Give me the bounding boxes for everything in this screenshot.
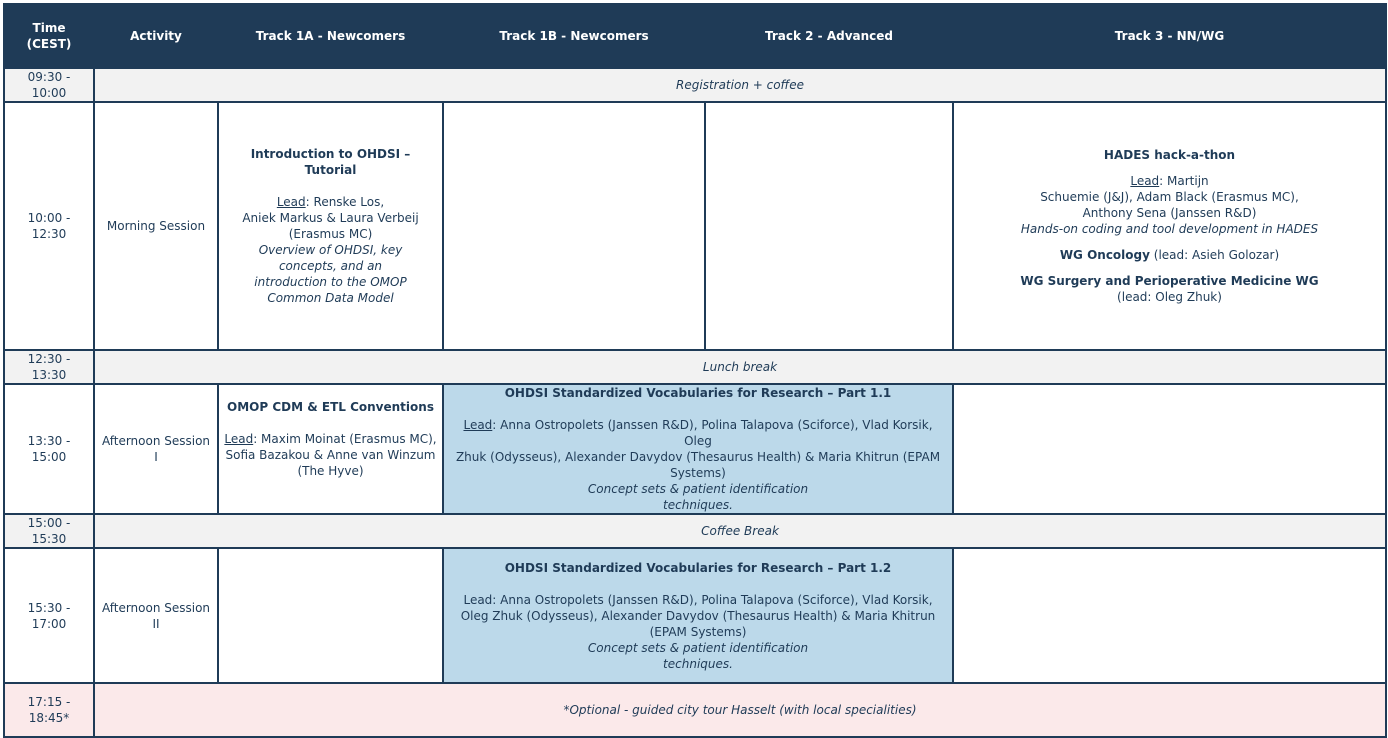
track-3-morning <box>953 102 1386 350</box>
lead-line: Zhuk (Odysseus), Alexander Davydov (Thesaurus Health) & Maria Khitrun (EPAM <box>455 450 941 464</box>
session-title: Introduction to OHDSI – Tutorial <box>250 147 411 177</box>
row-optional-tour <box>4 683 1386 737</box>
session-description: techniques. <box>663 656 733 671</box>
session-description: Hands-on coding and tool development in HADES <box>1020 222 1319 236</box>
row-afternoon-1 <box>4 384 1386 514</box>
coffee-label: Coffee Break <box>94 514 1386 548</box>
lead-line: Lead: Renske Los, <box>276 195 385 209</box>
lead-line: Lead: Anna Ostropolets (Janssen R&D), Polina Talapova (Sciforce), Vlad Korsik, Oleg <box>463 418 933 448</box>
schedule-wrapper <box>3 3 1387 738</box>
session-description: Concept sets & patient identification <box>587 640 809 655</box>
activity-cell: Morning Session <box>94 102 218 350</box>
lead-line: Systems) <box>670 466 726 480</box>
registration-label: Registration + coffee <box>94 68 1386 102</box>
time-cell: 12:30 - 13:30 <box>4 350 94 384</box>
header-track-1a: Track 1A - Newcomers <box>218 4 443 68</box>
wg-oncology: WG Oncology (lead: Asieh Golozar) <box>1059 248 1280 262</box>
lead-line: Lead: Martijn <box>1130 174 1209 188</box>
lunch-label: Lunch break <box>94 350 1386 384</box>
time-cell: 13:30 - 15:00 <box>4 384 94 514</box>
vocab-session-part-1-2 <box>443 548 953 683</box>
track-1b-morning <box>443 102 705 350</box>
session-title: OMOP CDM & ETL Conventions <box>227 400 434 414</box>
session-description: Overview of OHDSI, key <box>258 243 403 257</box>
row-morning <box>4 102 1386 350</box>
row-registration <box>4 68 1386 102</box>
header-row <box>4 4 1386 68</box>
activity-cell: Afternoon Session II <box>94 548 218 683</box>
optional-tour-label: *Optional - guided city tour Hasselt (with local specialities) <box>94 683 1386 737</box>
time-cell: 15:00 - 15:30 <box>4 514 94 548</box>
lead-line: (EPAM Systems) <box>649 624 747 639</box>
header-activity: Activity <box>94 4 218 68</box>
session-description: Common Data Model <box>267 291 394 305</box>
session-title: HADES hack-a-thon <box>1103 148 1236 162</box>
wg-surgery-title: WG Surgery and Perioperative Medicine WG <box>1020 274 1319 288</box>
time-cell: 15:30 - 17:00 <box>4 548 94 683</box>
track-1a-afternoon-2 <box>218 548 443 683</box>
lead-line: Oleg Zhuk (Odysseus), Alexander Davydov (Thesaurus Health) & Maria Khitrun <box>460 608 936 623</box>
lead-line: Lead: Anna Ostropolets (Janssen R&D), Polina Talapova (Sciforce), Vlad Korsik, <box>463 592 933 607</box>
session-title: OHDSI Standardized Vocabularies for Research – Part 1.2 <box>504 560 892 575</box>
time-cell: 09:30 - 10:00 <box>4 68 94 102</box>
lead-line: (The Hyve) <box>297 464 364 478</box>
track-1a-afternoon-1 <box>218 384 443 514</box>
lead-line: Schuemie (J&J), Adam Black (Erasmus MC), <box>1040 190 1299 204</box>
activity-cell: Afternoon Session I <box>94 384 218 514</box>
track-2-morning <box>705 102 953 350</box>
header-track-2: Track 2 - Advanced <box>705 4 953 68</box>
track-3-afternoon-2 <box>953 548 1386 683</box>
lead-line: Anthony Sena (Janssen R&D) <box>1082 206 1257 220</box>
lead-line: (Erasmus MC) <box>288 227 373 241</box>
lead-line: Lead: Maxim Moinat (Erasmus MC), <box>224 432 437 446</box>
session-description: concepts, and an <box>278 259 383 273</box>
row-coffee <box>4 514 1386 548</box>
header-track-1b: Track 1B - Newcomers <box>443 4 705 68</box>
wg-surgery-lead: (lead: Oleg Zhuk) <box>1117 290 1222 304</box>
time-cell: 17:15 - 18:45* <box>4 683 94 737</box>
row-afternoon-2 <box>4 548 1386 683</box>
time-cell: 10:00 - 12:30 <box>4 102 94 350</box>
schedule-table <box>3 3 1387 738</box>
session-description: techniques. <box>663 498 733 512</box>
session-description: introduction to the OMOP <box>254 275 407 289</box>
header-time: Time (CEST) <box>4 4 94 68</box>
session-description: Concept sets & patient identification <box>587 482 809 496</box>
session-title: OHDSI Standardized Vocabularies for Research – Part 1.1 <box>504 386 892 400</box>
lead-line: Aniek Markus & Laura Verbeij <box>242 211 419 225</box>
track-3-afternoon-1 <box>953 384 1386 514</box>
lead-line: Sofia Bazakou & Anne van Winzum <box>225 448 436 462</box>
header-track-3: Track 3 - NN/WG <box>953 4 1386 68</box>
track-1a-morning <box>218 102 443 350</box>
vocab-session-part-1-1 <box>443 384 953 514</box>
row-lunch <box>4 350 1386 384</box>
